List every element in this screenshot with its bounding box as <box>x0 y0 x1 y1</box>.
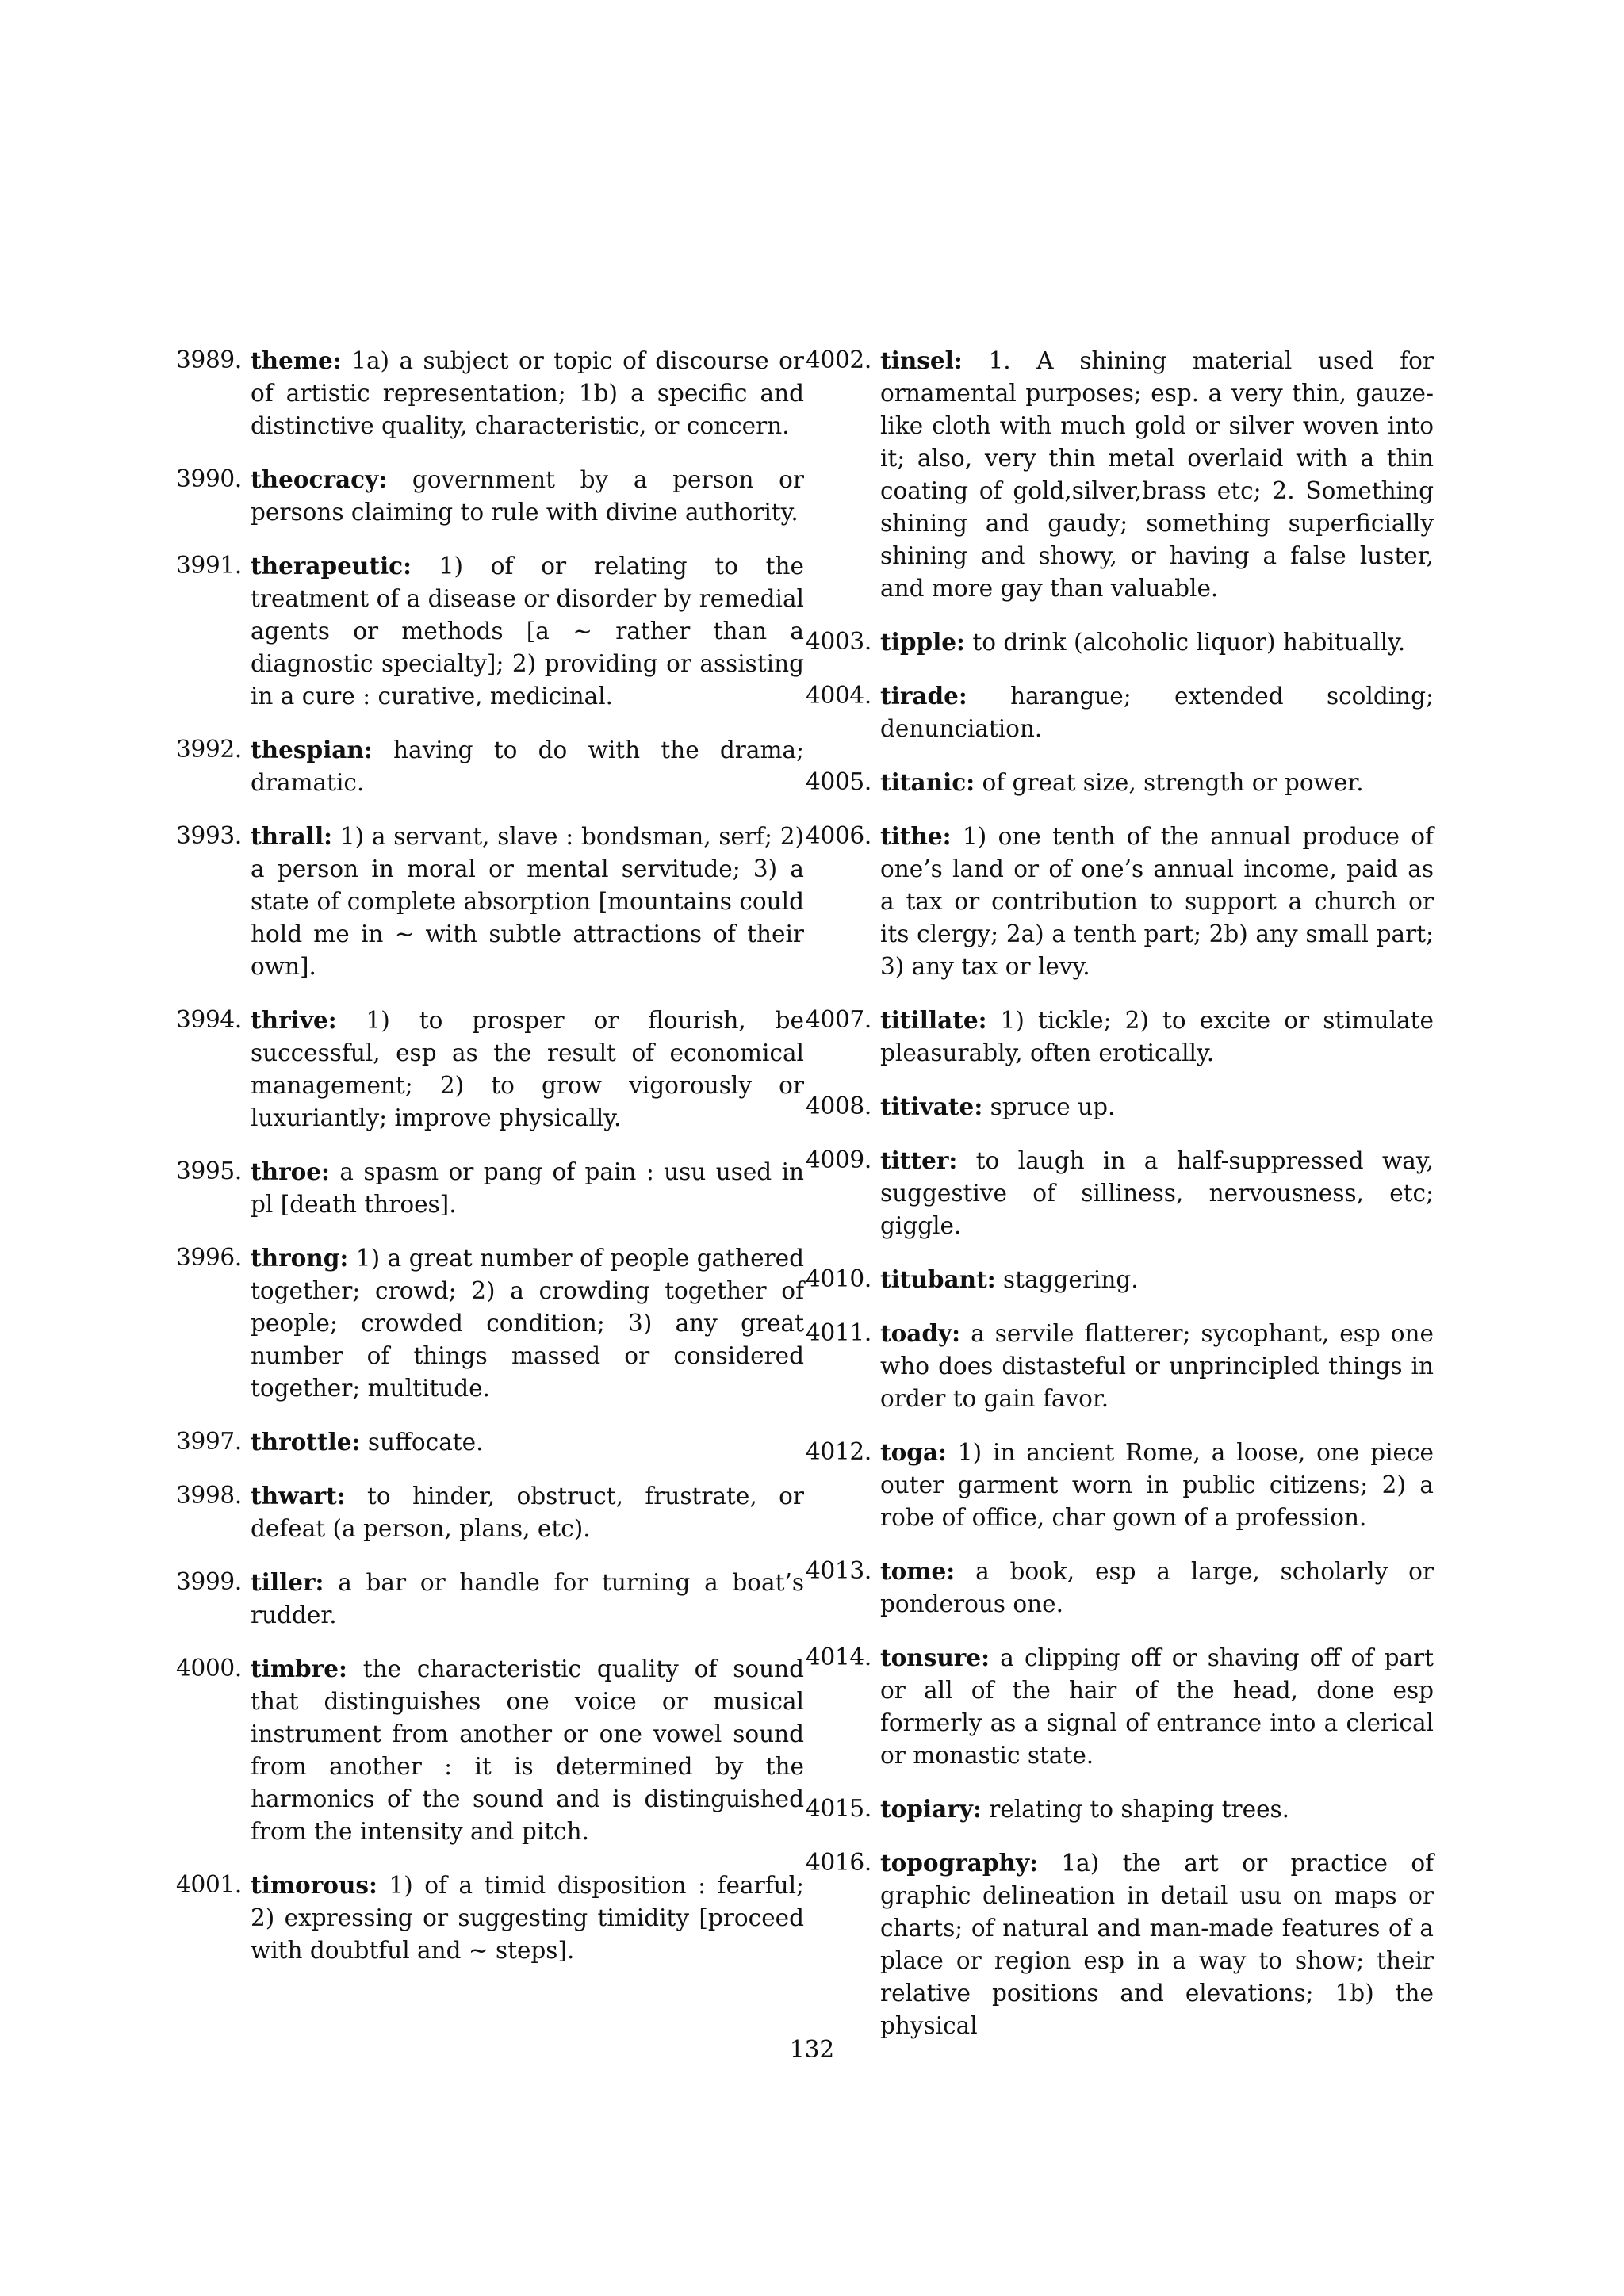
entry-headword: tirade: <box>880 682 967 710</box>
dictionary-entry <box>806 344 1434 605</box>
entry-definition: 1) one tenth of the annual produce of one’s land or of one’s annual income, paid as a tax or contribution to support a church or its clergy; 2a) a tenth part; 2b) any small part; 3) any tax or levy. <box>880 823 1434 980</box>
dictionary-entry <box>176 1479 804 1545</box>
entry-definition: to drink (alcoholic liquor) habitually. <box>972 629 1406 656</box>
dictionary-entry <box>176 1242 804 1405</box>
entry-number: 4008. <box>806 1093 871 1119</box>
entry-headword: topiary: <box>880 1795 982 1823</box>
entry-headword: theocracy: <box>251 465 388 493</box>
entry-body <box>880 1641 1434 1772</box>
entry-definition: having to do with the drama; dramatic. <box>251 737 804 796</box>
entry-number: 4001. <box>176 1871 242 1898</box>
entry-definition: 1) of or relating to the treatment of a disease or disorder by remedial agents or methods [a ∼ rather than a diagnostic specialty]; 2) providing or assisting in a cure : curative, medicinal. <box>251 553 804 710</box>
dictionary-entry <box>806 1090 1434 1123</box>
dictionary-entry <box>806 820 1434 983</box>
entry-body <box>880 1317 1434 1415</box>
entry-body <box>251 463 804 529</box>
entry-headword: throng: <box>251 1244 349 1272</box>
entry-number: 4009. <box>806 1146 871 1173</box>
entry-definition: relating to shaping trees. <box>989 1796 1290 1823</box>
dictionary-entry <box>176 344 804 442</box>
entry-definition: 1) a servant, slave : bondsman, serf; 2) a person in moral or mental servitude; 3) a state of complete absorption [mountains could hold me in ∼ with subtle attractions of their own]. <box>251 823 804 980</box>
entry-number: 4004. <box>806 682 871 709</box>
entry-body <box>251 549 804 713</box>
dictionary-entry <box>176 1004 804 1135</box>
entry-definition: suffocate. <box>367 1429 484 1456</box>
entry-body <box>880 1263 1434 1296</box>
right-column <box>806 344 1434 2063</box>
entry-number: 3998. <box>176 1482 242 1509</box>
entry-headword: titivate: <box>880 1093 983 1120</box>
entry-definition: 1a) a subject or topic of discourse or of artistic representation; 1b) a specific and distinctive quality, characteristic, or concern. <box>251 347 804 439</box>
entry-headword: titubant: <box>880 1265 996 1293</box>
entry-number: 4000. <box>176 1655 242 1682</box>
dictionary-entry <box>806 1436 1434 1534</box>
entry-body <box>880 766 1434 799</box>
entry-number: 3997. <box>176 1428 242 1455</box>
entry-body <box>880 626 1434 659</box>
entry-definition: 1) tickle; 2) to excite or stimulate pleasurably, often erotically. <box>880 1007 1434 1066</box>
entry-number: 3992. <box>176 736 242 763</box>
dictionary-entry <box>806 1263 1434 1296</box>
entry-number: 4016. <box>806 1849 871 1876</box>
dictionary-entry <box>806 1846 1434 2042</box>
entry-body <box>251 1004 804 1135</box>
entry-number: 4005. <box>806 768 871 795</box>
entry-definition: 1) a great number of people gathered together; crowd; 2) a crowding together of people; crowded condition; 3) any great number of things massed or considered together; multitude. <box>251 1245 804 1402</box>
entry-body <box>251 1652 804 1848</box>
entry-body <box>880 1555 1434 1621</box>
dictionary-entry <box>176 463 804 529</box>
entry-body <box>880 1090 1434 1123</box>
entry-number: 4012. <box>806 1438 871 1465</box>
entry-headword: throttle: <box>251 1428 361 1456</box>
entry-body <box>251 1425 804 1459</box>
dictionary-entry <box>176 549 804 713</box>
dictionary-entry <box>806 766 1434 799</box>
dictionary-entry <box>806 679 1434 745</box>
entry-number: 4010. <box>806 1265 871 1292</box>
entry-body <box>251 733 804 799</box>
dictionary-entry <box>806 1144 1434 1242</box>
entry-definition: harangue; extended scolding; denunciation. <box>880 683 1434 742</box>
entry-definition: to hinder, obstruct, frustrate, or defeat (a person, plans, etc). <box>251 1483 804 1542</box>
entry-definition: a servile flatterer; sycophant, esp one who does distasteful or unprincipled things in order to gain favor. <box>880 1320 1434 1412</box>
entry-headword: tonsure: <box>880 1644 990 1671</box>
dictionary-entry <box>176 820 804 983</box>
entry-number: 3993. <box>176 822 242 849</box>
entry-body <box>880 1793 1434 1826</box>
entry-definition: spruce up. <box>990 1093 1116 1120</box>
entry-number: 4015. <box>806 1795 871 1822</box>
entry-body <box>880 344 1434 605</box>
entry-number: 4013. <box>806 1557 871 1584</box>
entry-body <box>251 820 804 983</box>
entry-definition: a spasm or pang of pain : usu used in pl [death throes]. <box>251 1158 804 1218</box>
entry-body <box>251 1242 804 1405</box>
entry-headword: throe: <box>251 1158 330 1185</box>
entry-definition: 1) of a timid disposition : fearful; 2) expressing or suggesting timidity [proceed with doubtful and ∼ steps]. <box>251 1872 804 1964</box>
dictionary-entry <box>806 1317 1434 1415</box>
dictionary-entry <box>176 733 804 799</box>
entry-body <box>251 344 804 442</box>
entry-definition: government by a person or persons claiming to rule with divine authority. <box>251 466 804 526</box>
entry-headword: thespian: <box>251 736 373 763</box>
entry-number: 3999. <box>176 1568 242 1595</box>
entry-definition: 1) to prosper or flourish, be successful, esp as the result of economical management; 2) to grow vigorously or luxuriantly; improve physically. <box>251 1007 804 1131</box>
dictionary-entry <box>176 1566 804 1632</box>
entry-definition: 1. A shining material used for ornamental purposes; esp. a very thin, gauze-like cloth with much gold or silver woven into it; also, very thin metal overlaid with a thin coating of gold,silver,brass etc; 2. Something shining and gaudy; something superficially shining and showy, or having a false luster, and more gay than valuable. <box>880 347 1434 602</box>
entry-headword: titter: <box>880 1146 958 1174</box>
entry-definition: the characteristic quality of sound that distinguishes one voice or musical instrument from another or one vowel sound from another : it is determined by the harmonics of the sound and is distinguished from the intensity and pitch. <box>251 1655 804 1845</box>
entry-headword: toady: <box>880 1319 961 1347</box>
entry-headword: timorous: <box>251 1871 377 1899</box>
entry-headword: thrive: <box>251 1006 337 1034</box>
entry-number: 4006. <box>806 822 871 849</box>
page-number: 132 <box>789 2036 835 2063</box>
entry-headword: tinsel: <box>880 346 963 374</box>
entry-number: 3991. <box>176 552 242 579</box>
dictionary-entry <box>806 1793 1434 1826</box>
entry-body <box>251 1479 804 1545</box>
dictionary-entry <box>806 626 1434 659</box>
dictionary-entry <box>806 1641 1434 1772</box>
entry-headword: tithe: <box>880 822 952 850</box>
entry-definition: a book, esp a large, scholarly or ponderous one. <box>880 1558 1434 1617</box>
entry-headword: timbre: <box>251 1655 347 1682</box>
entry-body <box>880 820 1434 983</box>
entry-body <box>251 1155 804 1221</box>
entry-headword: topography: <box>880 1849 1038 1877</box>
entry-number: 3996. <box>176 1244 242 1271</box>
entry-body <box>251 1869 804 1967</box>
entry-body <box>880 679 1434 745</box>
entry-body <box>880 1436 1434 1534</box>
entry-headword: tiller: <box>251 1568 324 1596</box>
entry-number: 3994. <box>176 1006 242 1033</box>
entry-definition: 1) in ancient Rome, a loose, one piece outer garment worn in public citizens; 2) a robe of office, char gown of a profession. <box>880 1439 1434 1531</box>
entry-body <box>880 1144 1434 1242</box>
entry-definition: 1a) the art or practice of graphic delineation in detail usu on maps or charts; of natural and man-made features of a place or region esp in a way to show; their relative positions and elevations; 1b) the physical <box>880 1850 1434 2039</box>
entry-number: 3990. <box>176 465 242 492</box>
entry-definition: of great size, strength or power. <box>982 769 1364 796</box>
entry-headword: theme: <box>251 346 342 374</box>
entry-number: 4003. <box>806 628 871 655</box>
dictionary-entry <box>176 1155 804 1221</box>
entry-headword: tipple: <box>880 628 965 656</box>
entry-number: 4014. <box>806 1644 871 1670</box>
entry-headword: titillate: <box>880 1006 987 1034</box>
entry-headword: thwart: <box>251 1482 346 1510</box>
entry-headword: thrall: <box>251 822 333 850</box>
entry-number: 3989. <box>176 346 242 373</box>
entry-number: 4011. <box>806 1319 871 1346</box>
entry-number: 4007. <box>806 1006 871 1033</box>
entry-headword: therapeutic: <box>251 552 412 580</box>
dictionary-entry <box>176 1652 804 1848</box>
left-column <box>176 344 804 1988</box>
dictionary-entry <box>806 1004 1434 1070</box>
entry-body <box>880 1846 1434 2042</box>
dictionary-entry <box>176 1425 804 1459</box>
entry-headword: toga: <box>880 1438 947 1466</box>
entry-definition: staggering. <box>1003 1266 1139 1293</box>
entry-body <box>880 1004 1434 1070</box>
entry-headword: tome: <box>880 1557 956 1585</box>
entry-definition: a bar or handle for turning a boat’s rudder. <box>251 1569 804 1628</box>
dictionary-entry <box>176 1869 804 1967</box>
dictionary-entry <box>806 1555 1434 1621</box>
entry-number: 3995. <box>176 1158 242 1184</box>
entry-headword: titanic: <box>880 768 975 796</box>
entry-body <box>251 1566 804 1632</box>
entry-definition: to laugh in a half-suppressed way, suggestive of silliness, nervousness, etc; giggle. <box>880 1147 1434 1239</box>
entry-number: 4002. <box>806 346 871 373</box>
entry-definition: a clipping off or shaving off of part or all of the hair of the head, done esp formerly as a signal of entrance into a clerical or monastic state. <box>880 1644 1434 1769</box>
